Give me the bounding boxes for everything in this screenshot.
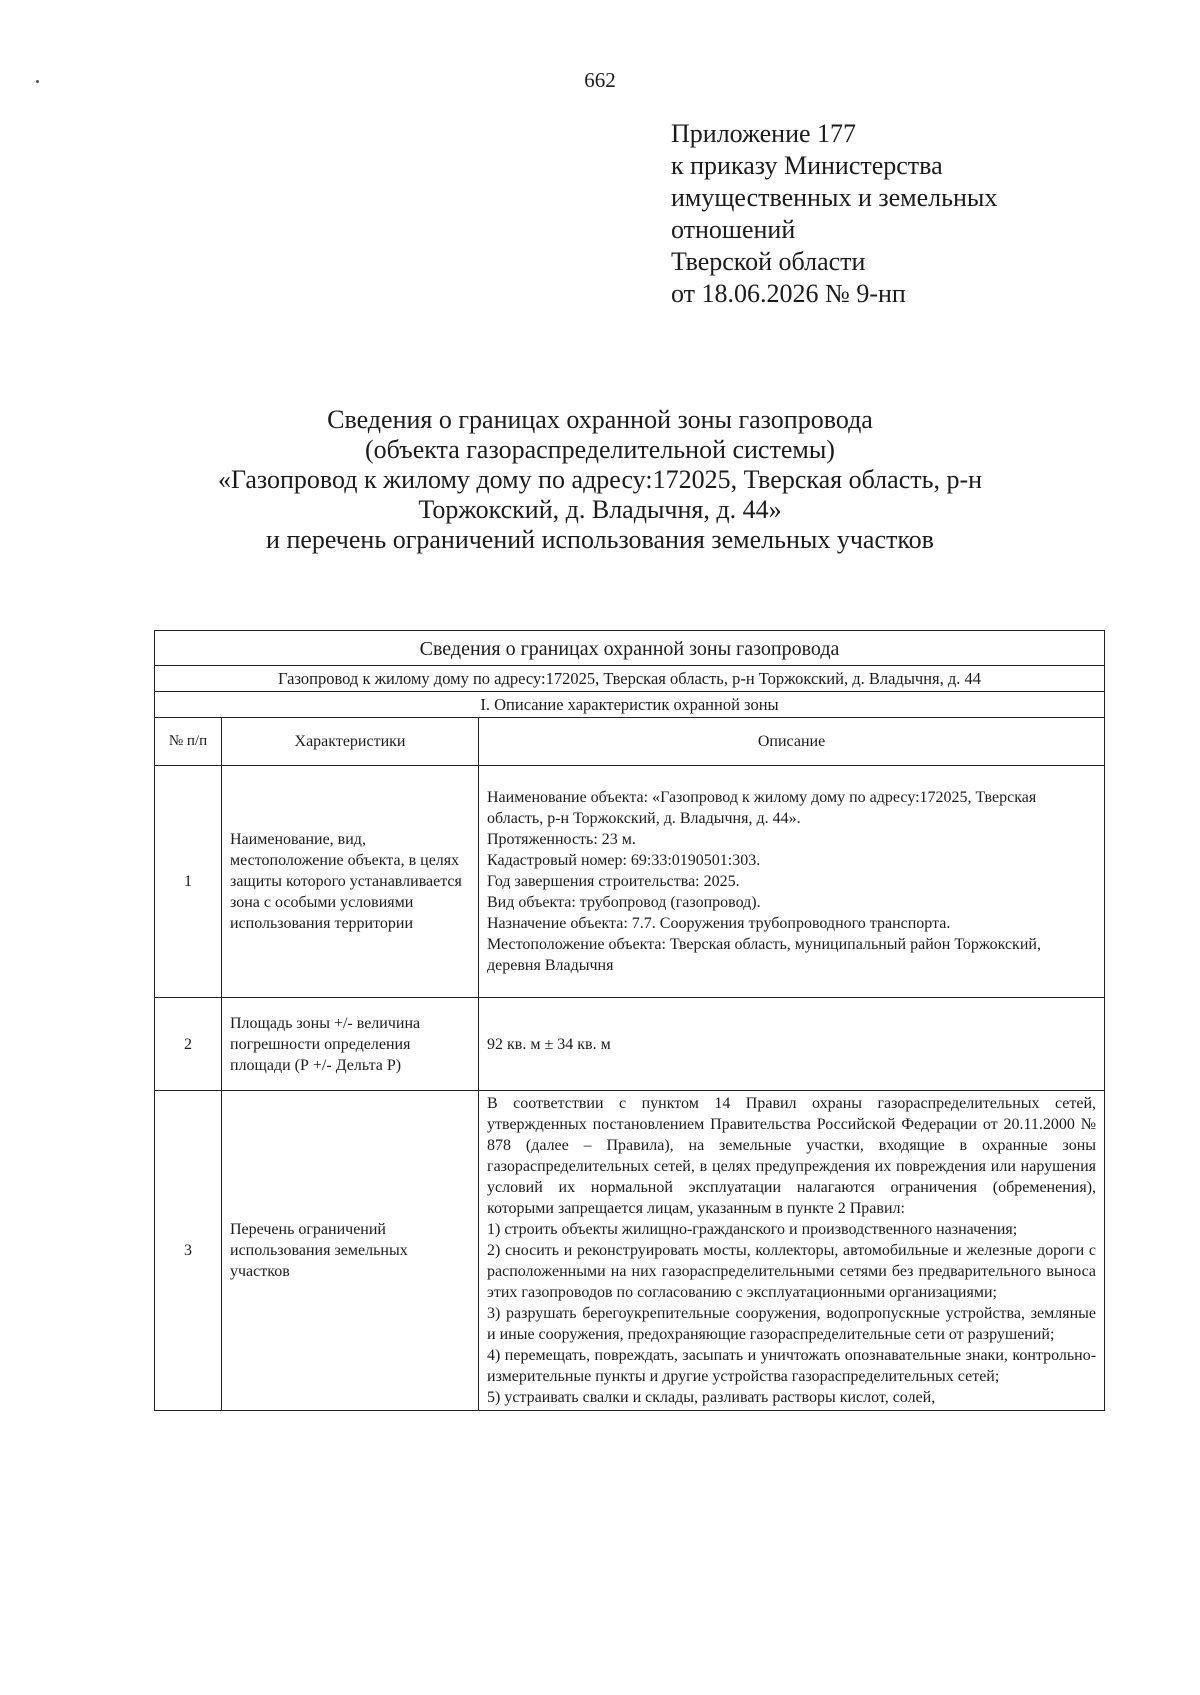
section-title: I. Описание характеристик охранной зоны — [155, 692, 1105, 718]
column-header-description: Описание — [479, 718, 1105, 766]
zone-table — [154, 630, 1105, 1411]
row-description — [479, 998, 1105, 1091]
description-paragraph: 2) сносить и реконструировать мосты, коллекторы, автомобильные и железные дороги с расположенными на них газораспределительными сетями без предварительного выноса этих газопроводов по согласованию с эксплуатационными организациями; — [487, 1242, 1097, 1301]
appendix-line: отношений — [671, 215, 796, 244]
row-characteristic: Площадь зоны +/- величина погрешности определения площади (Р +/- Дельта Р) — [222, 998, 479, 1091]
appendix-block — [671, 118, 997, 310]
description-line: Вид объекта: трубопровод (газопровод). — [487, 894, 761, 911]
description-paragraph: 3) разрушать берегоукрепительные сооружения, водопропускные устройства, земляные и иные сооружения, предохраняющие газораспределительные сети от разрушений; — [487, 1305, 1097, 1343]
row-description — [479, 1091, 1105, 1411]
appendix-line: Тверской области — [671, 247, 866, 276]
row-number: 1 — [155, 766, 222, 998]
page-number: 662 — [584, 68, 616, 92]
description-paragraph: В соответствии с пунктом 14 Правил охраны газораспределительных сетей, утвержденных постановлением Правительства Российской Федерации от 20.11.2000 № 878 (далее – Правила), на земельные участки, входящие в охранные зоны газораспределительных сетей, в целях предупреждения их повреждения или нарушения условий их нормальной эксплуатации налагаются ограничения (обременения), которыми запрещается лицам, указанным в пункте 2 Правил: — [487, 1095, 1097, 1217]
column-header-num: № п/п — [155, 718, 222, 766]
row-characteristic: Перечень ограничений использования земельных участков — [222, 1091, 479, 1411]
row-description — [479, 766, 1105, 998]
description-line: Назначение объекта: 7.7. Сооружения трубопроводного транспорта. — [487, 915, 951, 932]
appendix-line: к приказу Министерства — [671, 151, 943, 180]
title-line: и перечень ограничений использования земельных участков — [266, 525, 934, 554]
description-line: Наименование объекта: «Газопровод к жилому дому по адресу:172025, Тверская область, р-н Торжокский, д. Владычня, д. 44». — [487, 789, 1037, 827]
section-row — [155, 692, 1105, 718]
title-line: «Газопровод к жилому дому по адресу:172025, Тверская область, р-н — [217, 465, 983, 494]
description-line: 92 кв. м ± 34 кв. м — [487, 1035, 611, 1053]
row-characteristic: Наименование, вид, местоположение объекта, в целях защиты которого устанавливается зона с особыми условиями использования территории — [222, 766, 479, 998]
description-line: Протяженность: 23 м. — [487, 831, 636, 848]
table-header-row — [155, 631, 1105, 666]
appendix-line: имущественных и земельных — [671, 183, 998, 212]
description-line: Год завершения строительства: 2025. — [487, 873, 740, 890]
title-line: Торжокский, д. Владычня, д. 44» — [418, 495, 782, 524]
description-paragraph: 4) перемещать, повреждать, засыпать и уничтожать опознавательные знаки, контрольно-измерительные пункты и другие устройства газораспределительных сетей; — [487, 1347, 1097, 1385]
title-line: Сведения о границах охранной зоны газопровода — [327, 405, 873, 434]
description-line: Кадастровый номер: 69:33:0190501:303. — [487, 852, 761, 869]
column-header-row — [155, 718, 1105, 766]
object-name-row — [155, 666, 1105, 692]
row-number: 3 — [155, 1091, 222, 1411]
column-header-characteristic: Характеристики — [222, 718, 479, 766]
document-title — [0, 405, 1200, 555]
table-row — [155, 1091, 1105, 1411]
description-paragraph: 5) устраивать свалки и склады, разливать растворы кислот, солей, — [487, 1389, 936, 1406]
appendix-line: Приложение 177 — [671, 119, 857, 148]
row-number: 2 — [155, 998, 222, 1091]
table-header: Сведения о границах охранной зоны газопровода — [155, 631, 1105, 666]
description-paragraph: 1) строить объекты жилищно-гражданского и производственного назначения; — [487, 1221, 1018, 1238]
object-name: Газопровод к жилому дому по адресу:172025, Тверская область, р-н Торжокский, д. Владычня, д. 44 — [155, 666, 1105, 692]
table-row — [155, 998, 1105, 1091]
appendix-line: от 18.06.2026 № 9-нп — [671, 279, 906, 308]
title-line: (объекта газораспределительной системы) — [365, 435, 835, 464]
table-row — [155, 766, 1105, 998]
description-line: Местоположение объекта: Тверская область, муниципальный район Торжокский, деревня Владычня — [487, 936, 1041, 974]
